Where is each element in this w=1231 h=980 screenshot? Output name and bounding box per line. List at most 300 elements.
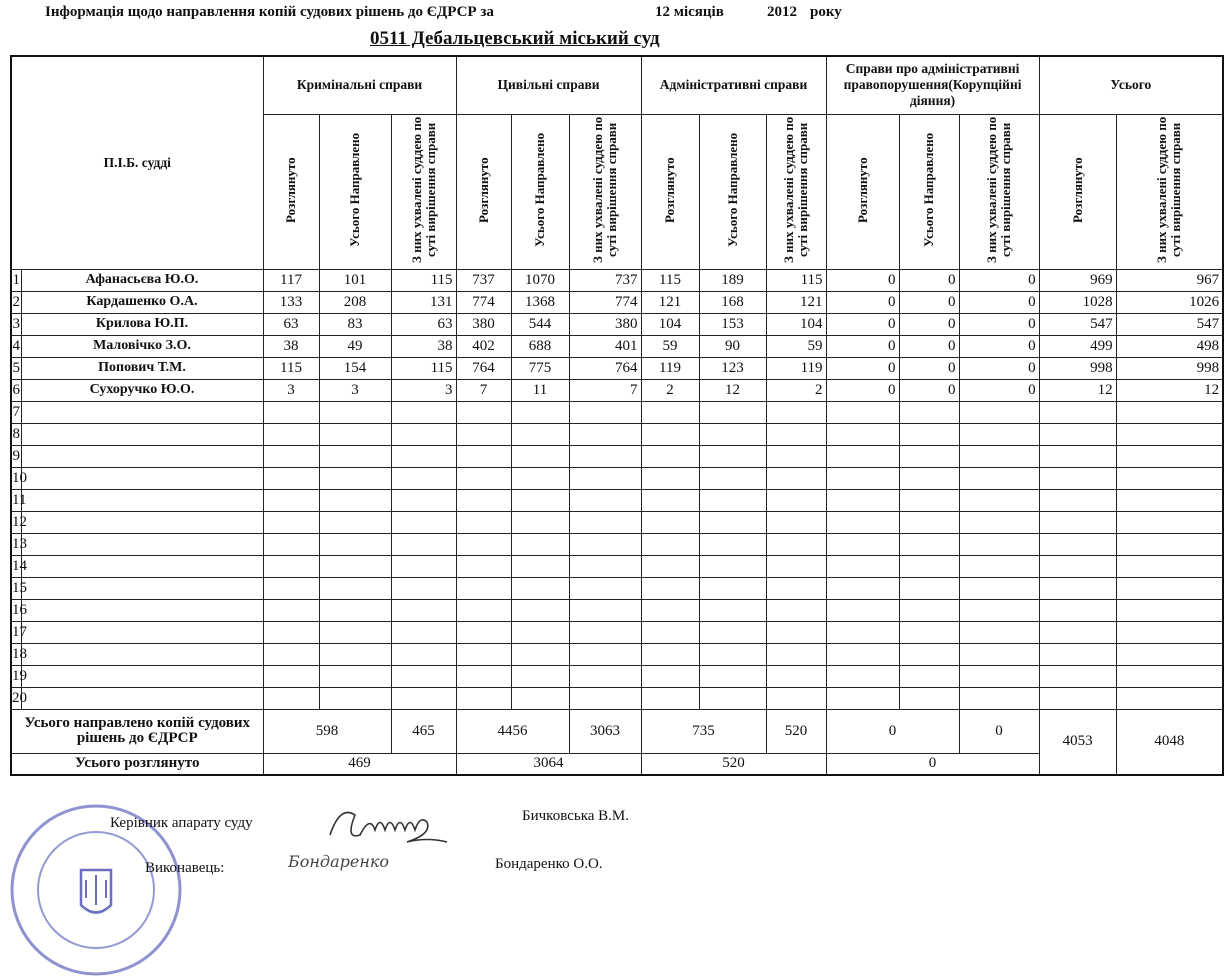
- cell-value: [899, 489, 959, 511]
- cell-value: 104: [766, 313, 826, 335]
- judge-name: Кардашенко О.А.: [21, 291, 263, 313]
- subheader-text: Розглянуто: [854, 156, 870, 223]
- cell-value: [511, 665, 569, 687]
- cell-value: [263, 687, 319, 709]
- cell-value: [899, 467, 959, 489]
- cell-value: 0: [826, 313, 899, 335]
- subheader-considered: [1039, 114, 1116, 269]
- cell-value: [1039, 511, 1116, 533]
- cell-value: 998: [1116, 357, 1223, 379]
- judge-name: [21, 643, 263, 665]
- cell-value: [1116, 687, 1223, 709]
- cell-value: 49: [319, 335, 391, 357]
- cell-value: [766, 621, 826, 643]
- cell-value: [826, 467, 899, 489]
- cell-value: [699, 599, 766, 621]
- cell-value: [456, 445, 511, 467]
- cell-value: 380: [456, 313, 511, 335]
- cell-value: 119: [641, 357, 699, 379]
- cell-value: [319, 577, 391, 599]
- cell-value: [1116, 401, 1223, 423]
- cell-value: [456, 665, 511, 687]
- row-number: 19: [11, 665, 21, 687]
- cell-value: 3: [319, 379, 391, 401]
- cell-value: [766, 665, 826, 687]
- cell-value: [826, 599, 899, 621]
- subheader-text: З них ухвалені суддею по суті вирішення справи: [408, 116, 438, 263]
- cell-value: [391, 621, 456, 643]
- judge-name: Сухоручко Ю.О.: [21, 379, 263, 401]
- cell-value: [699, 489, 766, 511]
- judge-name: [21, 687, 263, 709]
- row-number: 9: [11, 445, 21, 467]
- cell-value: 38: [263, 335, 319, 357]
- total-sent-offences-merits: 0: [959, 709, 1039, 753]
- cell-value: [263, 665, 319, 687]
- cell-value: 0: [959, 269, 1039, 291]
- cell-value: 0: [899, 379, 959, 401]
- cell-value: [569, 687, 641, 709]
- judge-name: Афанасьєва Ю.О.: [21, 269, 263, 291]
- subheader-text: Усього Направлено: [532, 132, 548, 247]
- cell-value: [959, 445, 1039, 467]
- cell-value: 737: [569, 269, 641, 291]
- cell-value: [391, 599, 456, 621]
- cell-value: 0: [959, 379, 1039, 401]
- cell-value: [569, 643, 641, 665]
- cell-value: [959, 401, 1039, 423]
- cell-value: 0: [826, 357, 899, 379]
- cell-value: [699, 621, 766, 643]
- cell-value: 547: [1039, 313, 1116, 335]
- cell-value: [959, 511, 1039, 533]
- row-number: 6: [11, 379, 21, 401]
- cell-value: [1116, 489, 1223, 511]
- cell-value: [263, 599, 319, 621]
- cell-value: [826, 687, 899, 709]
- judge-name: [21, 423, 263, 445]
- cell-value: [959, 489, 1039, 511]
- cell-value: 131: [391, 291, 456, 313]
- cell-value: [1039, 489, 1116, 511]
- judge-name: [21, 445, 263, 467]
- year: 2012: [767, 4, 797, 20]
- cell-value: 7: [456, 379, 511, 401]
- cell-value: [641, 643, 699, 665]
- cell-value: 7: [569, 379, 641, 401]
- cell-value: [1039, 401, 1116, 423]
- cell-value: [319, 511, 391, 533]
- cell-value: [766, 555, 826, 577]
- cell-value: [456, 621, 511, 643]
- cell-value: [899, 621, 959, 643]
- cell-value: [569, 489, 641, 511]
- subheader-text: Усього Направлено: [724, 132, 740, 247]
- total-sent-civil-merits: 3063: [569, 709, 641, 753]
- cell-value: [899, 577, 959, 599]
- cell-value: [319, 687, 391, 709]
- cell-value: [569, 555, 641, 577]
- cell-value: [766, 423, 826, 445]
- subheader-of-them: [766, 114, 826, 269]
- head-name: Бичковська В.М.: [522, 808, 630, 824]
- cell-value: 83: [319, 313, 391, 335]
- row-number: 17: [11, 621, 21, 643]
- judge-name: [21, 401, 263, 423]
- cell-value: [826, 423, 899, 445]
- cell-value: [1116, 511, 1223, 533]
- table-row: [11, 401, 1223, 423]
- subheader-considered: [456, 114, 511, 269]
- cell-value: 12: [1116, 379, 1223, 401]
- cell-value: [641, 423, 699, 445]
- cell-value: 1368: [511, 291, 569, 313]
- cell-value: [319, 665, 391, 687]
- cell-value: 0: [826, 291, 899, 313]
- exec-label: Виконавець:: [145, 860, 225, 876]
- table-row: [11, 643, 1223, 665]
- cell-value: [391, 665, 456, 687]
- cell-value: 2: [641, 379, 699, 401]
- cell-value: [1039, 643, 1116, 665]
- cell-value: [263, 643, 319, 665]
- head-label: Керівник апарату суду: [110, 815, 253, 831]
- cell-value: 402: [456, 335, 511, 357]
- total-sent-offences: 0: [826, 709, 959, 753]
- cell-value: 38: [391, 335, 456, 357]
- subheader-text: Усього Направлено: [921, 132, 937, 247]
- cell-value: 115: [391, 269, 456, 291]
- cell-value: [826, 533, 899, 555]
- cell-value: 969: [1039, 269, 1116, 291]
- cell-value: [569, 599, 641, 621]
- cell-value: 380: [569, 313, 641, 335]
- cell-value: [766, 687, 826, 709]
- cell-value: [1116, 423, 1223, 445]
- cell-value: [569, 577, 641, 599]
- cell-value: 0: [899, 357, 959, 379]
- cell-value: 764: [569, 357, 641, 379]
- cell-value: [511, 445, 569, 467]
- cell-value: [766, 467, 826, 489]
- subheader-text: Розглянуто: [283, 156, 298, 223]
- row-number: 15: [11, 577, 21, 599]
- cell-value: 0: [899, 335, 959, 357]
- judge-name: Маловічко З.О.: [21, 335, 263, 357]
- cell-value: [959, 577, 1039, 599]
- cell-value: [641, 511, 699, 533]
- cell-value: [641, 577, 699, 599]
- cell-value: [456, 643, 511, 665]
- row-number: 13: [11, 533, 21, 555]
- table-row: [11, 577, 1223, 599]
- cell-value: [319, 445, 391, 467]
- cell-value: [391, 445, 456, 467]
- row-number: 2: [11, 291, 21, 313]
- total-considered-offences: 0: [826, 753, 1039, 775]
- subheader-sent: [319, 114, 391, 269]
- cell-value: 115: [391, 357, 456, 379]
- table-row: [11, 665, 1223, 687]
- cell-value: 0: [826, 269, 899, 291]
- cell-value: [569, 621, 641, 643]
- cell-value: [899, 643, 959, 665]
- cell-value: [456, 533, 511, 555]
- cell-value: [456, 577, 511, 599]
- cell-value: [699, 643, 766, 665]
- cell-value: [511, 687, 569, 709]
- cell-value: [826, 555, 899, 577]
- cell-value: 115: [263, 357, 319, 379]
- cell-value: [641, 489, 699, 511]
- subheader-considered: [641, 114, 699, 269]
- cell-value: [569, 467, 641, 489]
- grand-total-considered: 4053: [1039, 709, 1116, 775]
- row-number: 4: [11, 335, 21, 357]
- cell-value: 121: [766, 291, 826, 313]
- subheader-text: З них ухвалені суддею по суті вирішення справи: [984, 116, 1014, 263]
- period: 12 місяців: [655, 4, 724, 20]
- cell-value: [959, 621, 1039, 643]
- total-sent-admin: 735: [641, 709, 766, 753]
- subheader-sent: [699, 114, 766, 269]
- cell-value: [456, 401, 511, 423]
- cell-value: [699, 555, 766, 577]
- cell-value: [511, 467, 569, 489]
- head-signature: [320, 800, 470, 850]
- row-number: 12: [11, 511, 21, 533]
- cell-value: [826, 489, 899, 511]
- subheader-text: Усього Направлено: [347, 132, 362, 247]
- cell-value: [699, 401, 766, 423]
- cell-value: [511, 533, 569, 555]
- table-row: [11, 335, 1223, 357]
- row-number: 3: [11, 313, 21, 335]
- subheader-text: З них ухвалені суддею по суті вирішення справи: [590, 116, 620, 263]
- cell-value: 1028: [1039, 291, 1116, 313]
- subheader-text: З них ухвалені суддею по суті вирішення справи: [781, 116, 811, 263]
- cell-value: [766, 643, 826, 665]
- cell-value: [1116, 665, 1223, 687]
- cell-value: 401: [569, 335, 641, 357]
- cell-value: 11: [511, 379, 569, 401]
- table-row: [11, 269, 1223, 291]
- cell-value: [899, 555, 959, 577]
- cell-value: [959, 599, 1039, 621]
- cell-value: 101: [319, 269, 391, 291]
- cell-value: [263, 533, 319, 555]
- year-suffix: року: [810, 4, 842, 20]
- cell-value: [511, 555, 569, 577]
- cell-value: [641, 687, 699, 709]
- cell-value: 153: [699, 313, 766, 335]
- subheader-text: Розглянуто: [662, 156, 678, 223]
- cell-value: [569, 401, 641, 423]
- cell-value: 12: [1039, 379, 1116, 401]
- cell-value: 119: [766, 357, 826, 379]
- cell-value: [699, 423, 766, 445]
- cell-value: 774: [569, 291, 641, 313]
- cell-value: [766, 445, 826, 467]
- cell-value: [263, 445, 319, 467]
- cell-value: 3: [391, 379, 456, 401]
- cell-value: [699, 445, 766, 467]
- cell-value: [641, 621, 699, 643]
- row-number: 14: [11, 555, 21, 577]
- group-criminal: Кримінальні справи: [263, 56, 456, 114]
- cell-value: [511, 423, 569, 445]
- table-row: [11, 555, 1223, 577]
- subheader-sent: [899, 114, 959, 269]
- row-number: 10: [11, 467, 21, 489]
- cell-value: 168: [699, 291, 766, 313]
- cell-value: [899, 533, 959, 555]
- cell-value: 967: [1116, 269, 1223, 291]
- cell-value: 0: [899, 269, 959, 291]
- table-row: [11, 379, 1223, 401]
- cell-value: [569, 533, 641, 555]
- total-sent-civil: 4456: [456, 709, 569, 753]
- cell-value: 208: [319, 291, 391, 313]
- cell-value: [959, 467, 1039, 489]
- subheader-sent: [511, 114, 569, 269]
- row-number: 1: [11, 269, 21, 291]
- row-number: 18: [11, 643, 21, 665]
- cell-value: [456, 687, 511, 709]
- cell-value: [766, 511, 826, 533]
- cell-value: [319, 555, 391, 577]
- judge-name: [21, 511, 263, 533]
- group-total: Усього: [1039, 56, 1223, 114]
- judge-name: Попович Т.М.: [21, 357, 263, 379]
- cell-value: [699, 665, 766, 687]
- exec-signature: Бондаренко: [288, 852, 390, 871]
- group-administrative: Адміністративні справи: [641, 56, 826, 114]
- cell-value: [319, 489, 391, 511]
- cell-value: [456, 511, 511, 533]
- judge-name: [21, 533, 263, 555]
- cell-value: 59: [641, 335, 699, 357]
- table-row: [11, 467, 1223, 489]
- cell-value: [1116, 643, 1223, 665]
- document-title: [45, 4, 842, 21]
- table-row: [11, 533, 1223, 555]
- cell-value: 115: [766, 269, 826, 291]
- cell-value: [699, 467, 766, 489]
- table-row: [11, 621, 1223, 643]
- judge-name: [21, 489, 263, 511]
- cell-value: 63: [391, 313, 456, 335]
- cell-value: [1116, 555, 1223, 577]
- cell-value: 117: [263, 269, 319, 291]
- court-name: 0511 Дебальцевський міський суд: [370, 28, 660, 49]
- total-sent-criminal-merits: 465: [391, 709, 456, 753]
- cell-value: 1070: [511, 269, 569, 291]
- row-number: 20: [11, 687, 21, 709]
- cell-value: [511, 511, 569, 533]
- cell-value: [641, 665, 699, 687]
- cell-value: 688: [511, 335, 569, 357]
- cell-value: [1116, 577, 1223, 599]
- cell-value: [699, 687, 766, 709]
- cell-value: [641, 467, 699, 489]
- cell-value: [391, 577, 456, 599]
- cell-value: 0: [826, 379, 899, 401]
- cell-value: [641, 533, 699, 555]
- cell-value: 0: [826, 335, 899, 357]
- cell-value: 764: [456, 357, 511, 379]
- cell-value: 998: [1039, 357, 1116, 379]
- cell-value: [959, 423, 1039, 445]
- judge-name: [21, 577, 263, 599]
- subheader-considered: [263, 114, 319, 269]
- cell-value: 0: [959, 357, 1039, 379]
- cell-value: 2: [766, 379, 826, 401]
- title-text: Інформація щодо направлення копій судових рішень до ЄДРСР за: [45, 4, 494, 20]
- cell-value: [456, 423, 511, 445]
- cell-value: 544: [511, 313, 569, 335]
- cell-value: [959, 555, 1039, 577]
- judge-name: [21, 599, 263, 621]
- cell-value: [766, 533, 826, 555]
- judge-name: [21, 621, 263, 643]
- cell-value: [456, 555, 511, 577]
- cell-value: [263, 489, 319, 511]
- cell-value: [456, 467, 511, 489]
- row-number: 7: [11, 401, 21, 423]
- cell-value: [766, 577, 826, 599]
- group-civil: Цивільні справи: [456, 56, 641, 114]
- cell-value: [319, 423, 391, 445]
- cell-value: [699, 533, 766, 555]
- cell-value: [511, 401, 569, 423]
- cell-value: [511, 489, 569, 511]
- cell-value: [826, 401, 899, 423]
- cell-value: [899, 401, 959, 423]
- total-considered-admin: 520: [641, 753, 826, 775]
- cell-value: 0: [899, 313, 959, 335]
- subheader-of-them: [959, 114, 1039, 269]
- cell-value: 1026: [1116, 291, 1223, 313]
- judge-header: П.І.Б. судді: [11, 56, 263, 269]
- cell-value: [263, 621, 319, 643]
- judge-name: [21, 665, 263, 687]
- cell-value: [319, 599, 391, 621]
- row-number: 5: [11, 357, 21, 379]
- cell-value: [959, 665, 1039, 687]
- cell-value: [1039, 665, 1116, 687]
- cell-value: [1039, 577, 1116, 599]
- cell-value: [511, 577, 569, 599]
- subheader-text: Розглянуто: [475, 156, 491, 223]
- cell-value: [391, 423, 456, 445]
- row-number: 16: [11, 599, 21, 621]
- table-row: [11, 313, 1223, 335]
- cell-value: [826, 577, 899, 599]
- table-row: [11, 511, 1223, 533]
- cell-value: [1116, 533, 1223, 555]
- cell-value: [1039, 555, 1116, 577]
- cell-value: [1039, 621, 1116, 643]
- cell-value: [699, 511, 766, 533]
- cell-value: 774: [456, 291, 511, 313]
- cell-value: 115: [641, 269, 699, 291]
- subheader-considered: [826, 114, 899, 269]
- judge-name: [21, 555, 263, 577]
- total-considered-label: Усього розглянуто: [11, 753, 263, 775]
- cell-value: [319, 401, 391, 423]
- cell-value: [391, 555, 456, 577]
